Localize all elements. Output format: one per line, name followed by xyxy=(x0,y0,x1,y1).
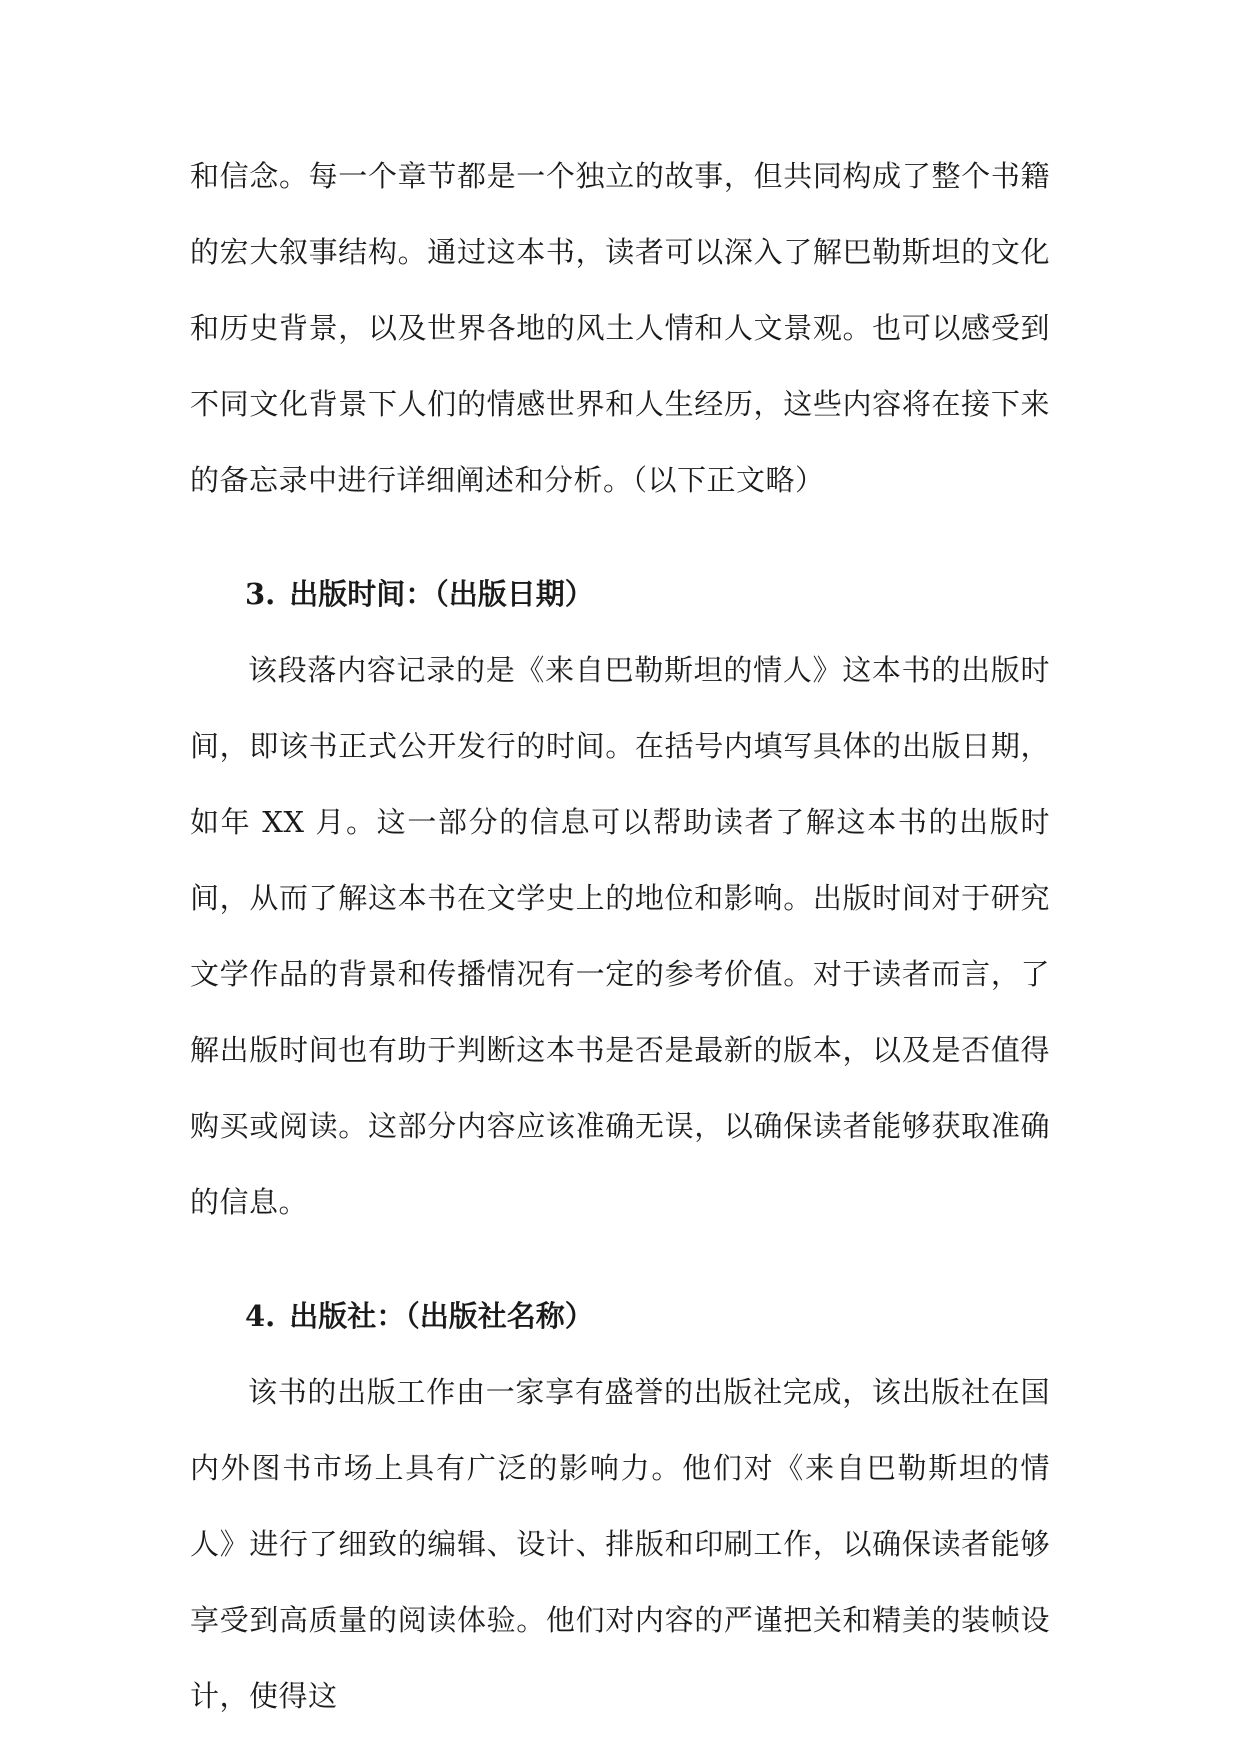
section-heading-publication-time xyxy=(190,556,1050,632)
section-number: 3. xyxy=(245,577,276,611)
section-number: 4. xyxy=(245,1299,276,1333)
section-title: 出版社：（出版社名称） xyxy=(289,1299,594,1333)
document-page xyxy=(190,138,1050,1734)
paragraph-gap xyxy=(190,1240,1050,1278)
paragraph-gap xyxy=(190,518,1050,556)
section-heading-publisher xyxy=(190,1278,1050,1354)
body-paragraph-continued: 和信念。每一个章节都是一个独立的故事，但共同构成了整个书籍的宏大叙事结构。通过这本书，读者可以深入了解巴勒斯坦的文化和历史背景，以及世界各地的风土人情和人文景观。也可以感受到不同文化背景下人们的情感世界和人生经历，这些内容将在接下来的备忘录中进行详细阐述和分析。（以下正文略） xyxy=(190,159,1050,497)
body-paragraph-publisher: 该书的出版工作由一家享有盛誉的出版社完成，该出版社在国内外图书市场上具有广泛的影响力。他们对《来自巴勒斯坦的情人》进行了细致的编辑、设计、排版和印刷工作，以确保读者能够享受到高质量的阅读体验。他们对内容的严谨把关和精美的装帧设计，使得这 xyxy=(190,1375,1050,1713)
section-title: 出版时间：（出版日期） xyxy=(289,577,594,611)
body-paragraph-publication-time: 该段落内容记录的是《来自巴勒斯坦的情人》这本书的出版时间，即该书正式公开发行的时间。在括号内填写具体的出版日期，如年 XX 月。这一部分的信息可以帮助读者了解这本书的出版时间，从而了解这本书在文学史上的地位和影响。出版时间对于研究文学作品的背景和传播情况有一定的参考价值。对于读者而言，了解出版时间也有助于判断这本书是否是最新的版本，以及是否值得购买或阅读。这部分内容应该准确无误，以确保读者能够获取准确的信息。 xyxy=(190,653,1050,1219)
